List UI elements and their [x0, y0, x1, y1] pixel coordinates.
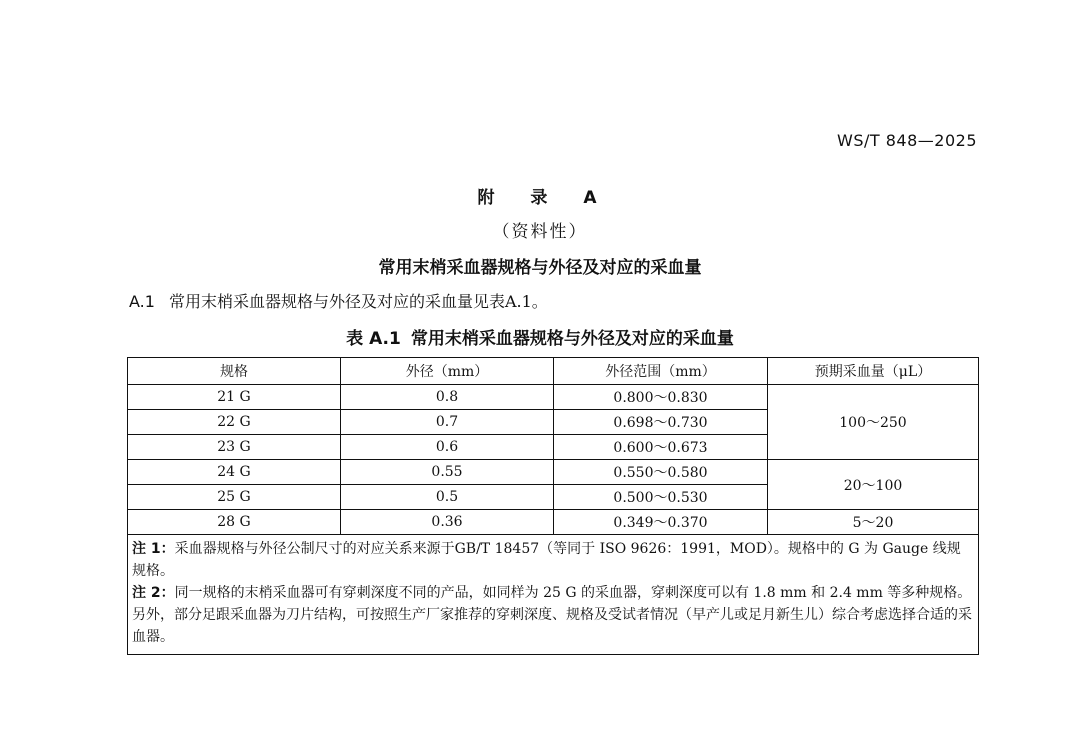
- note-2-text: 同一规格的末梢采血器可有穿刺深度不同的产品，如同样为 25 G 的采血器，穿刺深度可以有 1.8 mm 和 2.4 mm 等多种规格。另外，部分足跟采血器为刀片结构，可按照生产厂家推荐的穿刺深度、规格及受试者情况（早产儿或足月新生儿）综合考虑选择合适的采血器。: [132, 585, 972, 645]
- table-row: [128, 510, 979, 535]
- cell-outer-diameter: 0.55: [341, 460, 554, 485]
- table-notes-row: [128, 535, 979, 655]
- header-blood-volume: 预期采血量（μL）: [768, 358, 979, 385]
- note-2: [132, 582, 974, 648]
- header-diameter-range: 外径范围（mm）: [554, 358, 768, 385]
- cell-blood-volume: 5～20: [768, 510, 979, 535]
- note-1: [132, 538, 974, 582]
- table-header-row: [128, 358, 979, 385]
- cell-outer-diameter: 0.7: [341, 410, 554, 435]
- spec-table: [127, 357, 979, 655]
- appendix-nature: （资料性）: [492, 222, 588, 242]
- intro-text: 常用末梢采血器规格与外径及对应的采血量见表A.1。: [168, 292, 548, 311]
- cell-outer-diameter: 0.8: [341, 385, 554, 410]
- cell-gauge: 24 G: [128, 460, 341, 485]
- cell-gauge: 21 G: [128, 385, 341, 410]
- note-2-label: 注 2：: [132, 585, 175, 601]
- cell-diameter-range: 0.349～0.370: [554, 510, 768, 535]
- intro-number: A.1: [129, 292, 155, 311]
- cell-gauge: 22 G: [128, 410, 341, 435]
- table-row: [128, 460, 979, 485]
- cell-gauge: 23 G: [128, 435, 341, 460]
- note-1-text: 采血器规格与外径公制尺寸的对应关系来源于GB/T 18457（等同于 ISO 9626：1991，MOD）。规格中的 G 为 Gauge 线规规格。: [132, 541, 961, 579]
- table-row: [128, 385, 979, 410]
- note-1-label: 注 1：: [132, 541, 175, 557]
- cell-diameter-range: 0.698～0.730: [554, 410, 768, 435]
- table-notes: [128, 535, 979, 655]
- intro-paragraph: [129, 289, 548, 312]
- cell-outer-diameter: 0.5: [341, 485, 554, 510]
- cell-gauge: 25 G: [128, 485, 341, 510]
- cell-gauge: 28 G: [128, 510, 341, 535]
- table-caption-number: 表 A.1: [346, 329, 401, 349]
- appendix-title: 附 录 A: [477, 188, 603, 208]
- table-caption-text: 常用末梢采血器规格与外径及对应的采血量: [410, 329, 734, 349]
- cell-diameter-range: 0.500～0.530: [554, 485, 768, 510]
- header-outer-diameter: 外径（mm）: [341, 358, 554, 385]
- appendix-heading: 常用末梢采血器规格与外径及对应的采血量: [378, 258, 702, 278]
- header-gauge: 规格: [128, 358, 341, 385]
- cell-outer-diameter: 0.6: [341, 435, 554, 460]
- table-caption: [0, 324, 1080, 349]
- cell-diameter-range: 0.550～0.580: [554, 460, 768, 485]
- document-code: WS/T 848—2025: [837, 131, 977, 150]
- cell-diameter-range: 0.800～0.830: [554, 385, 768, 410]
- cell-blood-volume: 100～250: [768, 385, 979, 460]
- cell-blood-volume: 20～100: [768, 460, 979, 510]
- cell-outer-diameter: 0.36: [341, 510, 554, 535]
- cell-diameter-range: 0.600～0.673: [554, 435, 768, 460]
